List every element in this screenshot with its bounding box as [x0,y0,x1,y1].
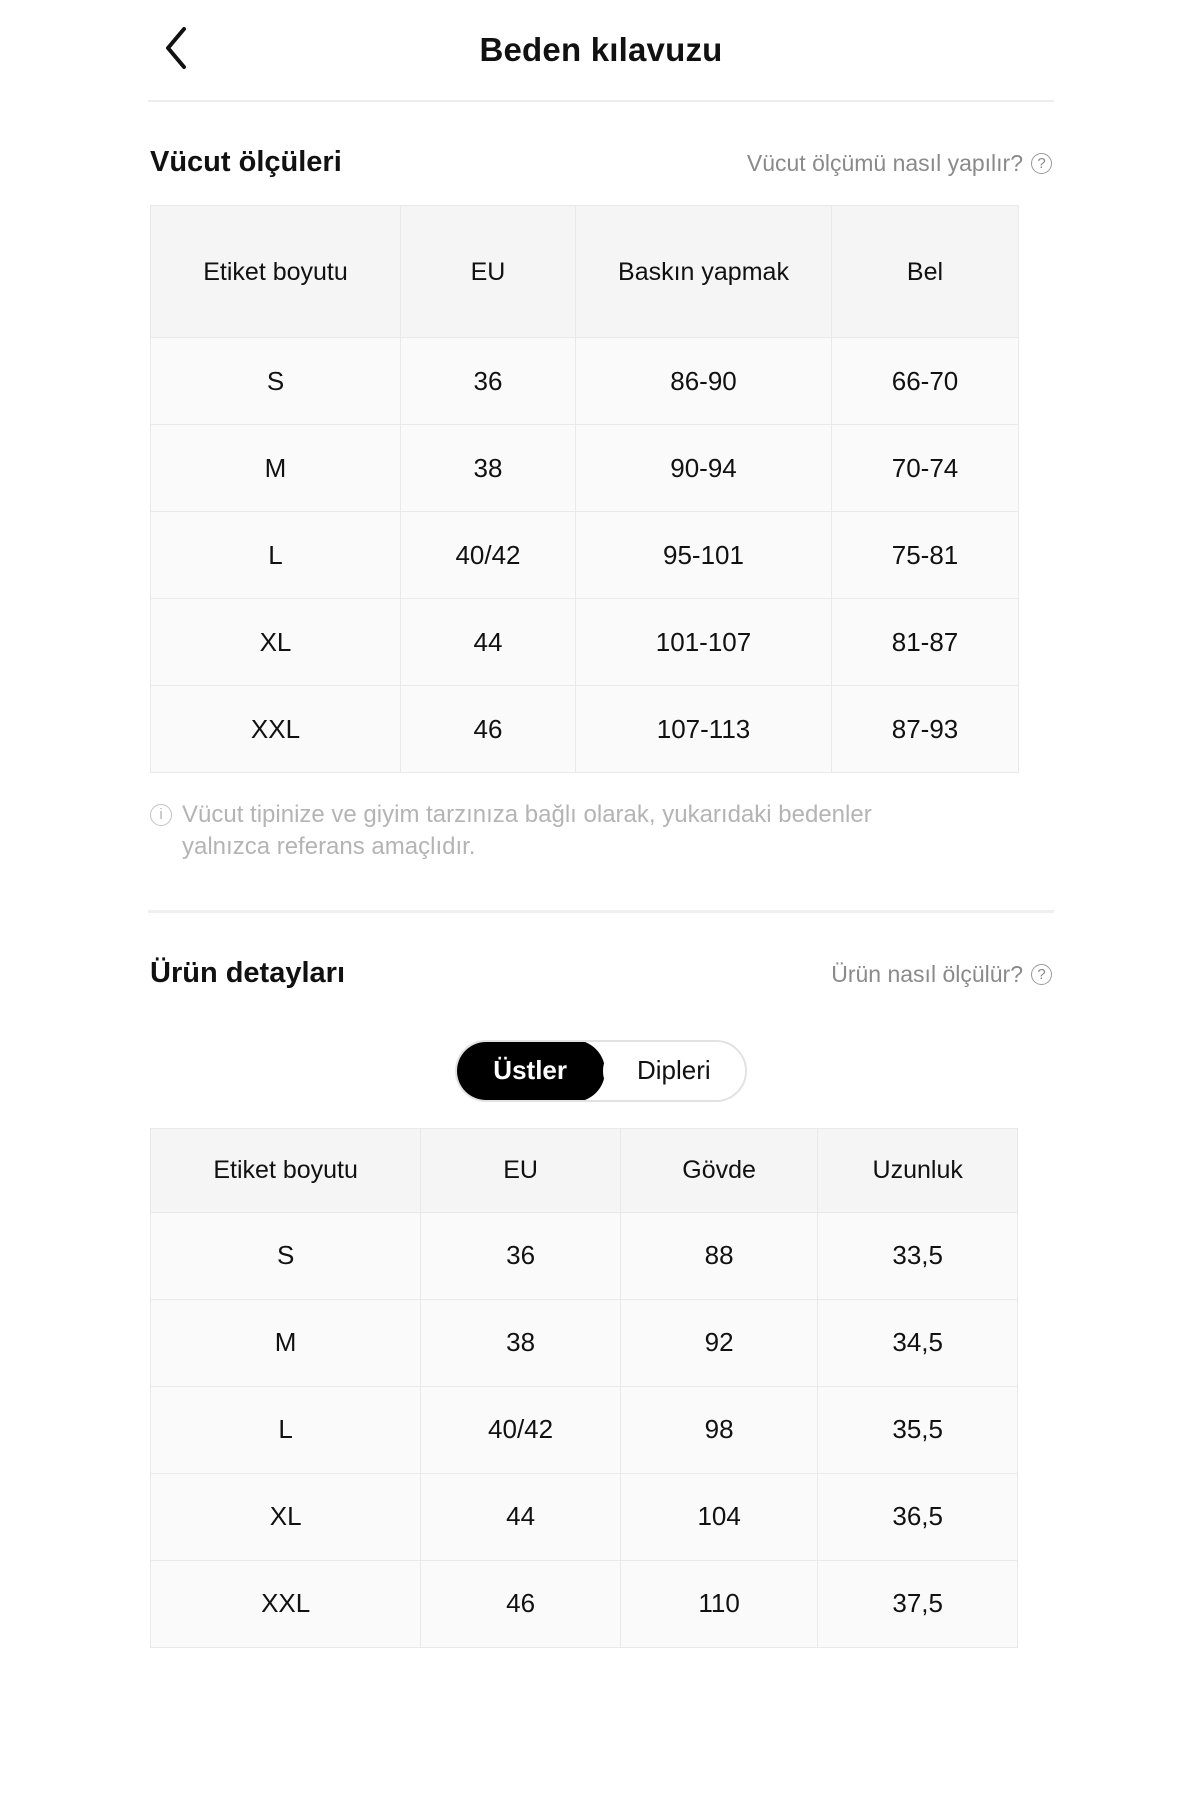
cell-size: M [151,425,401,512]
cell-size: S [151,1212,421,1299]
table-row [151,1212,1018,1299]
cell-length: 33,5 [818,1212,1018,1299]
cell-waist: 87-93 [832,686,1019,773]
cell-length: 36,5 [818,1473,1018,1560]
question-circle-icon: ? [1031,964,1052,985]
cell-eu: 40/42 [421,1386,621,1473]
table-row [151,599,1019,686]
cell-size: M [151,1299,421,1386]
column-header: EU [401,206,576,338]
cell-size: XXL [151,1560,421,1647]
page-header [148,0,1054,100]
size-reference-note-text: Vücut tipinize ve giyim tarzınıza bağlı olarak, yukarıdaki bedenler yalnızca referans amaçlıdır. [182,801,872,861]
cell-size: XL [151,599,401,686]
how-to-measure-body-label: Vücut ölçümü nasıl yapılır? [746,150,1023,176]
table-row [151,1560,1018,1647]
table-header-row [151,1128,1018,1212]
table-row [151,1473,1018,1560]
cell-eu: 40/42 [401,512,576,599]
column-header: Gövde [620,1128,818,1212]
body-measurements-header [148,102,1054,205]
table-row [151,425,1019,512]
cell-eu: 44 [401,599,576,686]
table-row [151,1386,1018,1473]
cell-size: L [151,512,401,599]
table-row [151,1299,1018,1386]
info-circle-icon: i [150,804,172,826]
table-header-row [151,206,1019,338]
how-to-measure-product-link[interactable] [831,961,1052,988]
cell-body: 98 [620,1386,818,1473]
cell-eu: 46 [421,1560,621,1647]
column-header: Bel [832,206,1019,338]
cell-body: 110 [620,1560,818,1647]
product-details-table [150,1128,1018,1648]
tab-tops[interactable]: Üstler [455,1040,605,1102]
cell-body: 104 [620,1473,818,1560]
product-details-title: Ürün detayları [150,956,345,989]
chevron-left-icon [163,26,189,70]
table-row [151,512,1019,599]
column-header: Baskın yapmak [576,206,832,338]
cell-size: XXL [151,686,401,773]
cell-length: 34,5 [818,1299,1018,1386]
cell-waist: 70-74 [832,425,1019,512]
page-content [148,0,1054,1800]
cell-bust: 86-90 [576,338,832,425]
body-measurements-title: Vücut ölçüleri [150,146,342,178]
table-row [151,686,1019,773]
how-to-measure-product-label: Ürün nasıl ölçülür? [831,960,1023,987]
page-title: Beden kılavuzu [479,31,723,68]
product-type-tabs [148,1040,1054,1102]
column-header: Etiket boyutu [151,1128,421,1212]
cell-size: S [151,338,401,425]
cell-waist: 75-81 [832,512,1019,599]
column-header: EU [421,1128,621,1212]
table-row [151,338,1019,425]
how-to-measure-body-link[interactable] [747,150,1052,177]
cell-eu: 44 [421,1473,621,1560]
cell-length: 37,5 [818,1560,1018,1647]
body-measurements-table [150,205,1019,773]
back-button[interactable] [148,18,204,78]
cell-waist: 81-87 [832,599,1019,686]
cell-bust: 101-107 [576,599,832,686]
size-reference-note [148,773,908,864]
cell-size: L [151,1386,421,1473]
cell-body: 88 [620,1212,818,1299]
column-header: Etiket boyutu [151,206,401,338]
cell-eu: 46 [401,686,576,773]
product-details-header [148,913,1054,1016]
cell-eu: 36 [401,338,576,425]
cell-bust: 107-113 [576,686,832,773]
question-circle-icon: ? [1031,153,1052,174]
cell-waist: 66-70 [832,338,1019,425]
cell-eu: 36 [421,1212,621,1299]
segmented-control [455,1040,746,1102]
cell-length: 35,5 [818,1386,1018,1473]
column-header: Uzunluk [818,1128,1018,1212]
tab-bottoms[interactable]: Dipleri [603,1042,745,1100]
cell-bust: 90-94 [576,425,832,512]
cell-bust: 95-101 [576,512,832,599]
cell-size: XL [151,1473,421,1560]
cell-eu: 38 [421,1299,621,1386]
cell-body: 92 [620,1299,818,1386]
cell-eu: 38 [401,425,576,512]
